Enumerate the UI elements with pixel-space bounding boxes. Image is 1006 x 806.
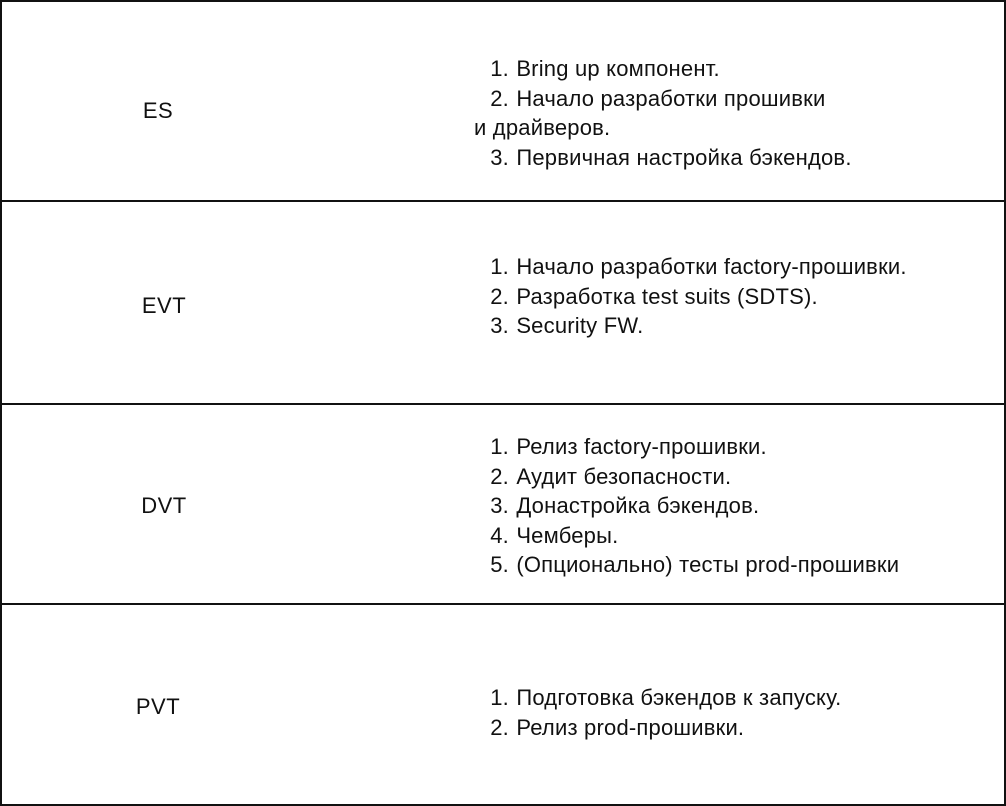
stage-row-evt [2, 200, 1004, 405]
stage-name: ES [142, 98, 174, 123]
task-text-continuation: и драйверов. [474, 115, 611, 140]
task-number: 2. [490, 714, 509, 740]
stage-task-list [474, 432, 899, 580]
task-text: (Опционально) тесты prod-прошивки [516, 552, 900, 577]
stage-row-es [2, 2, 1004, 202]
stage-task-list [474, 252, 907, 341]
task-text: Чемберы. [516, 522, 619, 548]
task-number: 3. [490, 144, 509, 170]
stage-name: DVT [141, 493, 187, 518]
task-number: 1. [490, 434, 509, 459]
task-text: Релиз prod-прошивки. [516, 714, 745, 740]
task-text: Security FW. [516, 313, 644, 338]
task-item [474, 252, 907, 282]
task-number: 1. [490, 254, 509, 279]
task-text: Bring up компонент. [516, 56, 720, 81]
task-item [474, 282, 907, 312]
task-item [474, 54, 852, 84]
task-text: Начало разработки factory-прошивки. [516, 254, 907, 279]
stage-row-dvt [2, 403, 1004, 605]
task-number: 5. [490, 552, 509, 577]
task-text: Аудит безопасности. [516, 463, 732, 489]
task-number: 1. [490, 56, 509, 81]
task-item [474, 521, 899, 551]
task-item [474, 462, 899, 492]
task-number: 3. [490, 493, 509, 518]
task-number: 1. [490, 685, 509, 710]
task-item [474, 84, 852, 143]
stage-name: PVT [135, 694, 181, 719]
task-text: Релиз factory-прошивки. [516, 434, 767, 459]
task-number: 3. [490, 313, 509, 338]
task-text: Разработка test suits (SDTS). [516, 283, 818, 309]
task-number: 2. [490, 85, 509, 111]
task-item [474, 683, 841, 713]
stage-task-list [474, 683, 841, 742]
task-item [474, 491, 899, 521]
stage-task-list [474, 54, 852, 172]
task-text: Начало разработки прошивки [516, 85, 826, 111]
task-text: Подготовка бэкендов к запуску. [516, 685, 842, 710]
stage-row-pvt [2, 603, 1004, 804]
task-item [474, 143, 852, 173]
task-number: 2. [490, 463, 509, 489]
task-text: Донастройка бэкендов. [516, 493, 760, 518]
task-item [474, 550, 899, 580]
task-number: 4. [490, 522, 509, 548]
task-item [474, 432, 899, 462]
task-item [474, 713, 841, 743]
task-text: Первичная настройка бэкендов. [516, 144, 852, 170]
task-number: 2. [490, 283, 509, 309]
task-item [474, 311, 907, 341]
stage-name: EVT [141, 293, 187, 318]
